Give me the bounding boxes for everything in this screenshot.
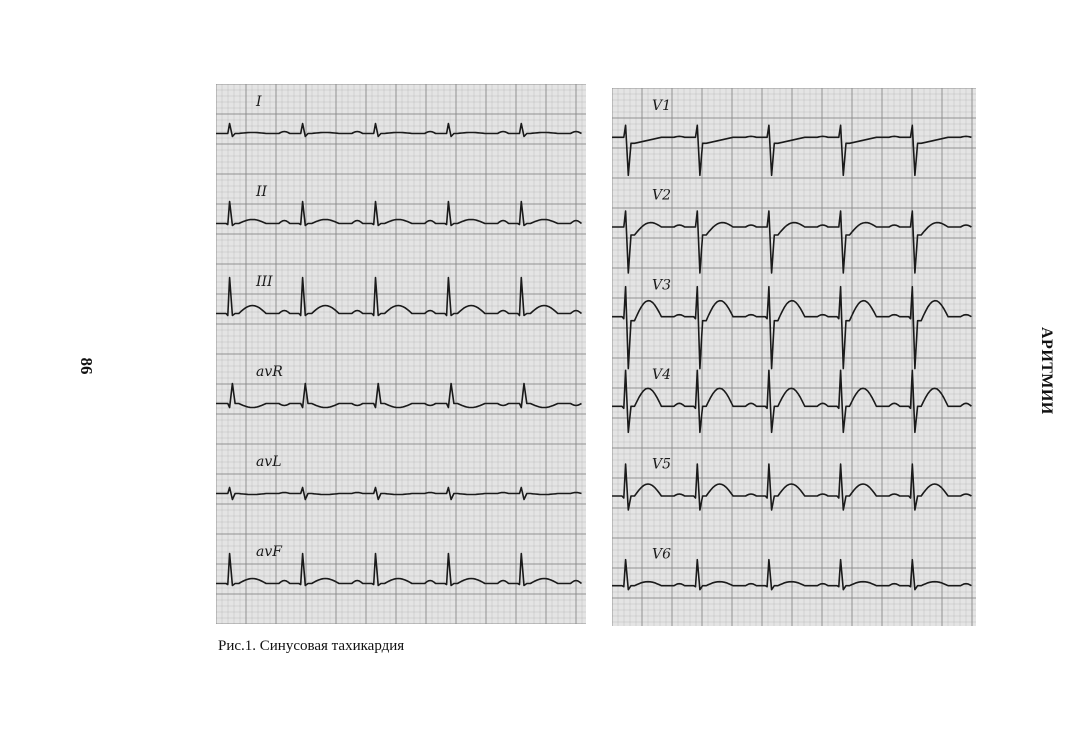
ecg-lead-label-avr: avR	[256, 364, 283, 380]
page-number: 86	[77, 357, 96, 375]
ecg-lead-label-iii: III	[256, 274, 273, 290]
ecg-lead-label-i: I	[256, 94, 262, 110]
ecg-lead-label-avf: avF	[256, 544, 282, 560]
running-head: АРИТМИИ	[1038, 327, 1055, 415]
ecg-lead-label-ii: II	[256, 184, 268, 200]
figure-caption: Рис.1. Синусовая тахикардия	[218, 638, 405, 654]
ecg-lead-label-v3: V3	[652, 277, 672, 294]
ecg-chest-leads-svg	[612, 88, 976, 626]
ecg-panel-limb-leads	[216, 84, 586, 624]
ecg-panel-chest-leads	[612, 88, 976, 626]
ecg-lead-label-v4: V4	[652, 367, 672, 383]
ecg-lead-label-avl: avL	[256, 454, 282, 470]
ecg-lead-label-v2: V2	[652, 187, 672, 204]
ecg-limb-leads-svg	[216, 84, 586, 624]
ecg-lead-label-v5: V5	[652, 456, 672, 473]
ecg-paper	[612, 88, 976, 626]
ecg-lead-label-v6: V6	[652, 546, 672, 563]
ecg-lead-label-v1: V1	[652, 98, 672, 114]
